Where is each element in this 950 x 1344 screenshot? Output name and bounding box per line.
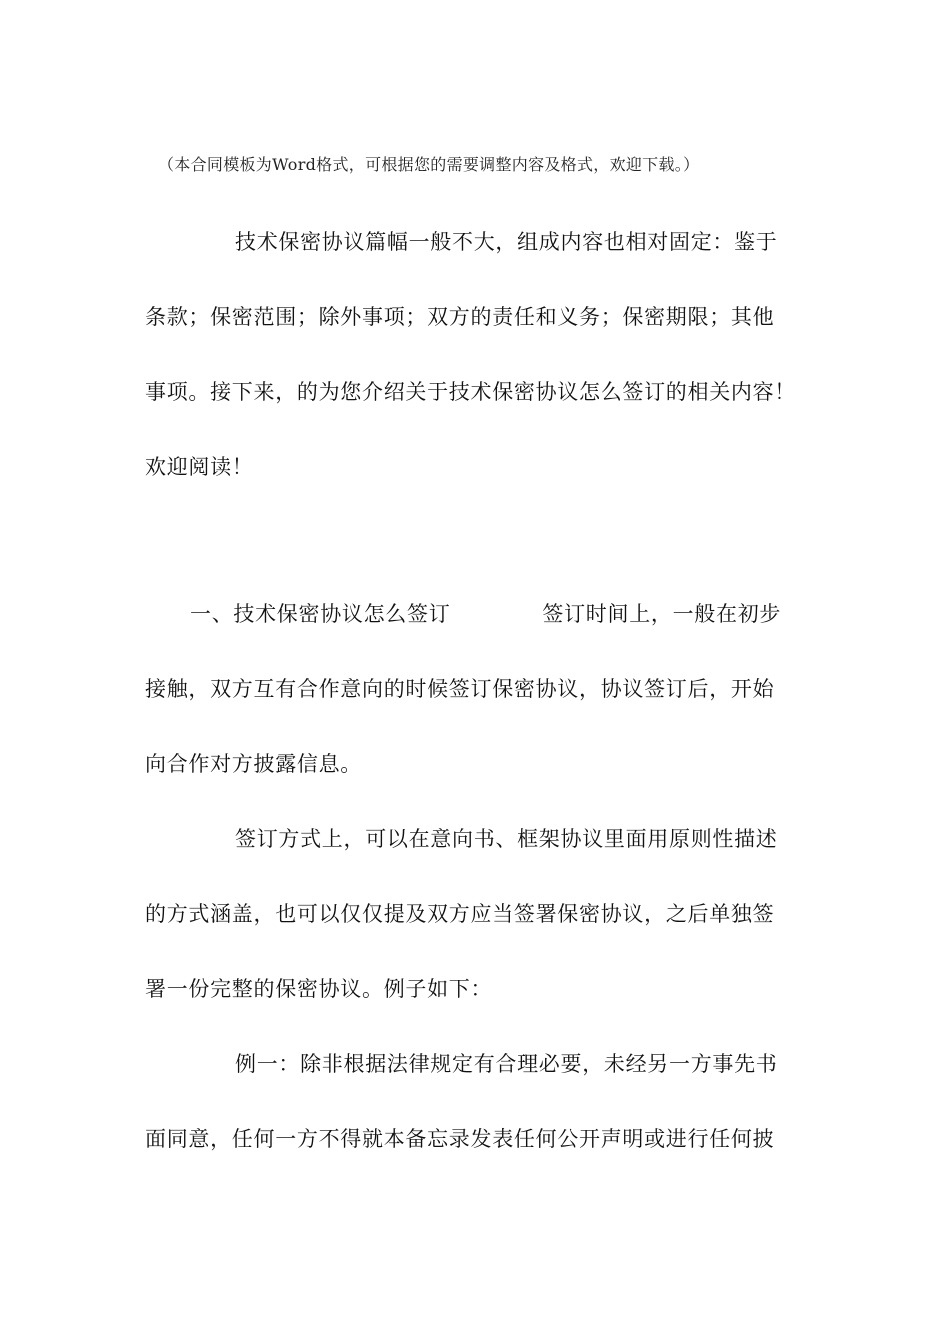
intro-line-2: 条款；保密范围；除外事项；双方的责任和义务；保密期限；其他 <box>145 305 775 329</box>
para-3-line-2: 面同意，任何一方不得就本备忘录发表任何公开声明或进行任何披 <box>145 1127 775 1151</box>
section-1-line-1: 接触，双方互有合作意向的时候签订保密协议，协议签订后，开始 <box>145 677 775 701</box>
intro-line-4: 欢迎阅读！ <box>145 455 254 479</box>
intro-line-3: 事项。接下来，的为您介绍关于技术保密协议怎么签订的相关内容！ <box>145 380 796 404</box>
intro-line-1: 技术保密协议篇幅一般不大，组成内容也相对固定：鉴于 <box>235 230 778 254</box>
section-1-heading-line <box>190 598 781 628</box>
section-1-line-2: 向合作对方披露信息。 <box>145 752 362 776</box>
section-1-heading: 一、技术保密协议怎么签订 <box>190 602 451 626</box>
para-2-line-1: 签订方式上，可以在意向书、框架协议里面用原则性描述 <box>235 827 778 851</box>
para-2-line-2: 的方式涵盖，也可以仅仅提及双方应当签署保密协议，之后单独签 <box>145 902 775 926</box>
para-2-line-3: 署一份完整的保密协议。例子如下： <box>145 977 493 1001</box>
para-3-line-1: 例一：除非根据法律规定有合理必要，未经另一方事先书 <box>235 1052 778 1076</box>
template-note: （本合同模板为Word格式，可根据您的需要调整内容及格式，欢迎下载。） <box>158 155 700 174</box>
section-1-heading-rest: 签订时间上，一般在初步 <box>542 602 782 626</box>
